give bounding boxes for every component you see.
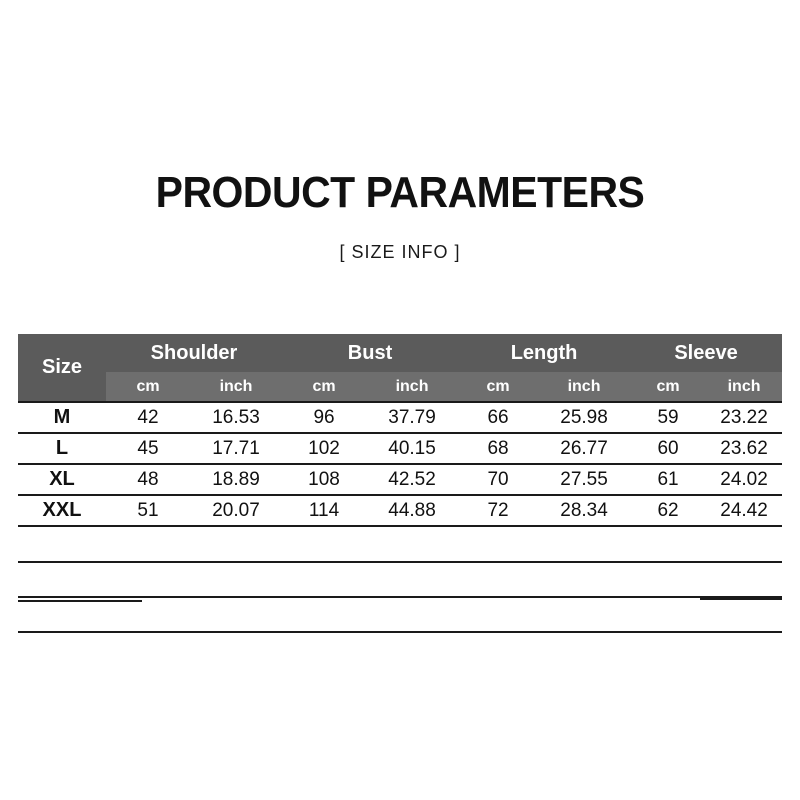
header-length-cm: cm <box>486 377 510 395</box>
cell-length-cm: 72 <box>458 495 538 526</box>
cell-shoulder-inch: 20.07 <box>190 495 282 526</box>
cell-shoulder-inch: 16.53 <box>190 402 282 433</box>
table-body <box>18 402 782 526</box>
cell-bust-cm: 96 <box>282 402 366 433</box>
header-bust-inch: inch <box>395 377 429 395</box>
cell-bust-inch: 42.52 <box>366 464 458 495</box>
size-table <box>18 334 782 527</box>
cell-shoulder-cm: 42 <box>106 402 190 433</box>
cell-shoulder-cm: 45 <box>106 433 190 464</box>
divider-line <box>18 631 782 633</box>
table-row <box>18 433 782 464</box>
size-table-container <box>18 334 782 527</box>
header-sleeve-inch: inch <box>727 377 761 395</box>
cell-bust-cm: 102 <box>282 433 366 464</box>
cell-length-inch: 27.55 <box>538 464 630 495</box>
cell-size: L <box>18 433 106 464</box>
cell-sleeve-cm: 62 <box>630 495 706 526</box>
cell-length-inch: 28.34 <box>538 495 630 526</box>
cell-bust-inch: 40.15 <box>366 433 458 464</box>
cell-length-inch: 25.98 <box>538 402 630 433</box>
table-row <box>18 464 782 495</box>
header-bust-cm: cm <box>312 377 336 395</box>
cell-sleeve-inch: 24.02 <box>706 464 782 495</box>
header-size: Size <box>18 334 106 402</box>
header-sleeve: Sleeve <box>674 341 738 364</box>
header-bust: Bust <box>347 341 393 364</box>
header-length: Length <box>510 341 578 364</box>
header-shoulder-inch: inch <box>219 377 253 395</box>
cell-length-inch: 26.77 <box>538 433 630 464</box>
divider-line-right <box>700 598 782 600</box>
cell-sleeve-inch: 23.62 <box>706 433 782 464</box>
cell-sleeve-inch: 23.22 <box>706 402 782 433</box>
cell-shoulder-inch: 18.89 <box>190 464 282 495</box>
cell-bust-inch: 44.88 <box>366 495 458 526</box>
cell-length-cm: 68 <box>458 433 538 464</box>
divider-line-left <box>18 600 142 602</box>
page-title: PRODUCT PARAMETERS <box>155 168 645 217</box>
cell-bust-cm: 114 <box>282 495 366 526</box>
cell-shoulder-inch: 17.71 <box>190 433 282 464</box>
page-subtitle: [ SIZE INFO ] <box>339 242 461 262</box>
table-row <box>18 495 782 526</box>
cell-bust-inch: 37.79 <box>366 402 458 433</box>
table-header-units-row <box>18 372 782 402</box>
header-shoulder-cm: cm <box>136 377 160 395</box>
table-header <box>18 334 782 402</box>
cell-sleeve-cm: 61 <box>630 464 706 495</box>
header-shoulder: Shoulder <box>150 341 238 364</box>
header-sleeve-cm: cm <box>656 377 680 395</box>
cell-size: M <box>18 402 106 433</box>
cell-sleeve-cm: 60 <box>630 433 706 464</box>
cell-length-cm: 66 <box>458 402 538 433</box>
header-length-inch: inch <box>567 377 601 395</box>
cell-length-cm: 70 <box>458 464 538 495</box>
cell-shoulder-cm: 48 <box>106 464 190 495</box>
divider-line <box>18 596 782 598</box>
cell-size: XXL <box>18 495 106 526</box>
cell-sleeve-inch: 24.42 <box>706 495 782 526</box>
cell-size: XL <box>18 464 106 495</box>
cell-bust-cm: 108 <box>282 464 366 495</box>
table-row <box>18 402 782 433</box>
divider-line <box>18 561 782 563</box>
table-header-group-row <box>18 334 782 372</box>
cell-sleeve-cm: 59 <box>630 402 706 433</box>
cell-shoulder-cm: 51 <box>106 495 190 526</box>
